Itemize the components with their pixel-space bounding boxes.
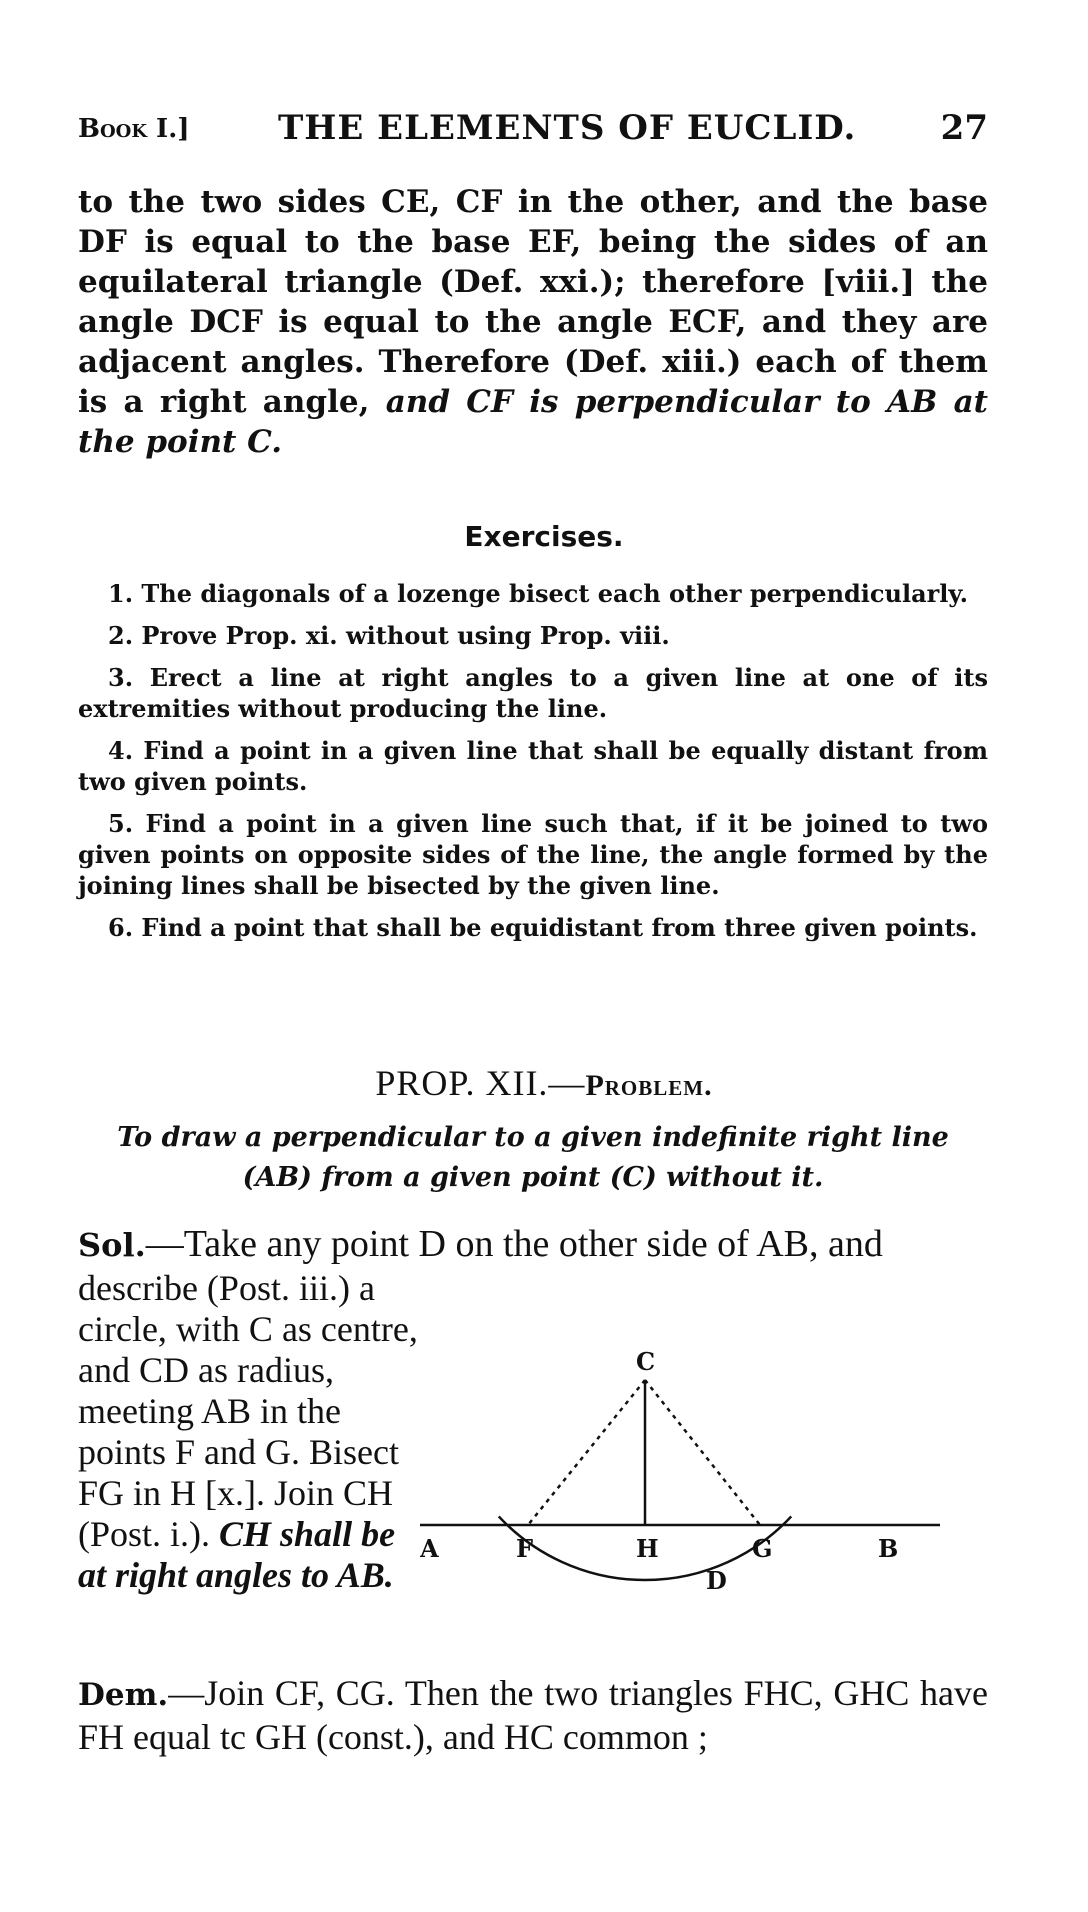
intro-text: to the two sides CE, CF in the other, and the base DF is equal to the base EF, being the sides of an equilateral triangle (Def. xxi.); therefore [viii.] the angle DCF is equal to the angle ECF, and they are adjacent angles. Therefore (Def. xiii.) each of them is a right angle,: [78, 184, 988, 420]
label-a: A: [420, 1534, 439, 1563]
running-header: [78, 108, 988, 158]
label-c: C: [636, 1347, 656, 1376]
solution-body: [78, 1268, 423, 1596]
enunciation-line: To draw a perpendicular to a given indefinite right line: [117, 1122, 949, 1153]
proposition-heading: [0, 1062, 1088, 1104]
demonstration: [78, 1672, 988, 1758]
label-h: H: [636, 1534, 659, 1563]
demonstration-lead: Dem.: [78, 1677, 169, 1713]
intro-paragraph: [78, 182, 988, 462]
enunciation-line: (AB) from a given point (C) without it.: [242, 1162, 824, 1193]
proposition-kind: Problem.: [585, 1069, 713, 1102]
demonstration-text: —Join CF, CG. Then the two triangles FHC, GHC have FH equal tc GH (const.), and HC common ;: [78, 1673, 988, 1757]
solution-first-line: [78, 1222, 988, 1267]
label-g: G: [752, 1534, 773, 1563]
line-cg: [645, 1380, 760, 1525]
exercise-item: 2. Prove Prop. xi. without using Prop. viii.: [108, 621, 670, 650]
exercise-item: 4. Find a point in a given line that shall be equally distant from two given points.: [78, 736, 988, 796]
solution-body-text: describe (Post. iii.) a circle, with C as centre, and CD as radius, meeting AB in the points F and G. Bisect FG in H [x.]. Join CH (Post. i.).: [78, 1268, 418, 1554]
page-title: THE ELEMENTS OF EUCLID.: [278, 108, 857, 148]
solution-first-text: —Take any point D on the other side of AB, and: [145, 1223, 883, 1265]
exercise-item: 6. Find a point that shall be equidistant from three given points.: [108, 913, 978, 942]
construction-diagram: [420, 1315, 940, 1615]
intro-conclusion: and CF is perpendicular to AB at the point C.: [78, 384, 988, 460]
label-b: B: [878, 1534, 899, 1563]
enunciation: [78, 1118, 988, 1198]
label-d: D: [706, 1566, 727, 1595]
book-label: Book I.]: [78, 114, 190, 144]
line-cf: [528, 1380, 645, 1525]
proposition-number: PROP. XII.—: [375, 1063, 586, 1103]
solution-lead: Sol.: [78, 1226, 146, 1264]
solution-conclusion: CH shall be at right angles to AB.: [78, 1514, 396, 1595]
exercise-item: 5. Find a point in a given line such that, if it be joined to two given points on opposite sides of the line, the angle formed by the joining lines shall be bisected by the given line.: [78, 809, 988, 900]
exercise-item: 3. Erect a line at right angles to a given line at one of its extremities without producing the line.: [78, 663, 988, 723]
page-number: 27: [940, 108, 988, 148]
label-f: F: [516, 1534, 534, 1563]
exercises-heading: Exercises.: [464, 520, 624, 553]
exercise-item: 1. The diagonals of a lozenge bisect each other perpendicularly.: [108, 579, 968, 608]
exercises-list: [78, 578, 988, 954]
